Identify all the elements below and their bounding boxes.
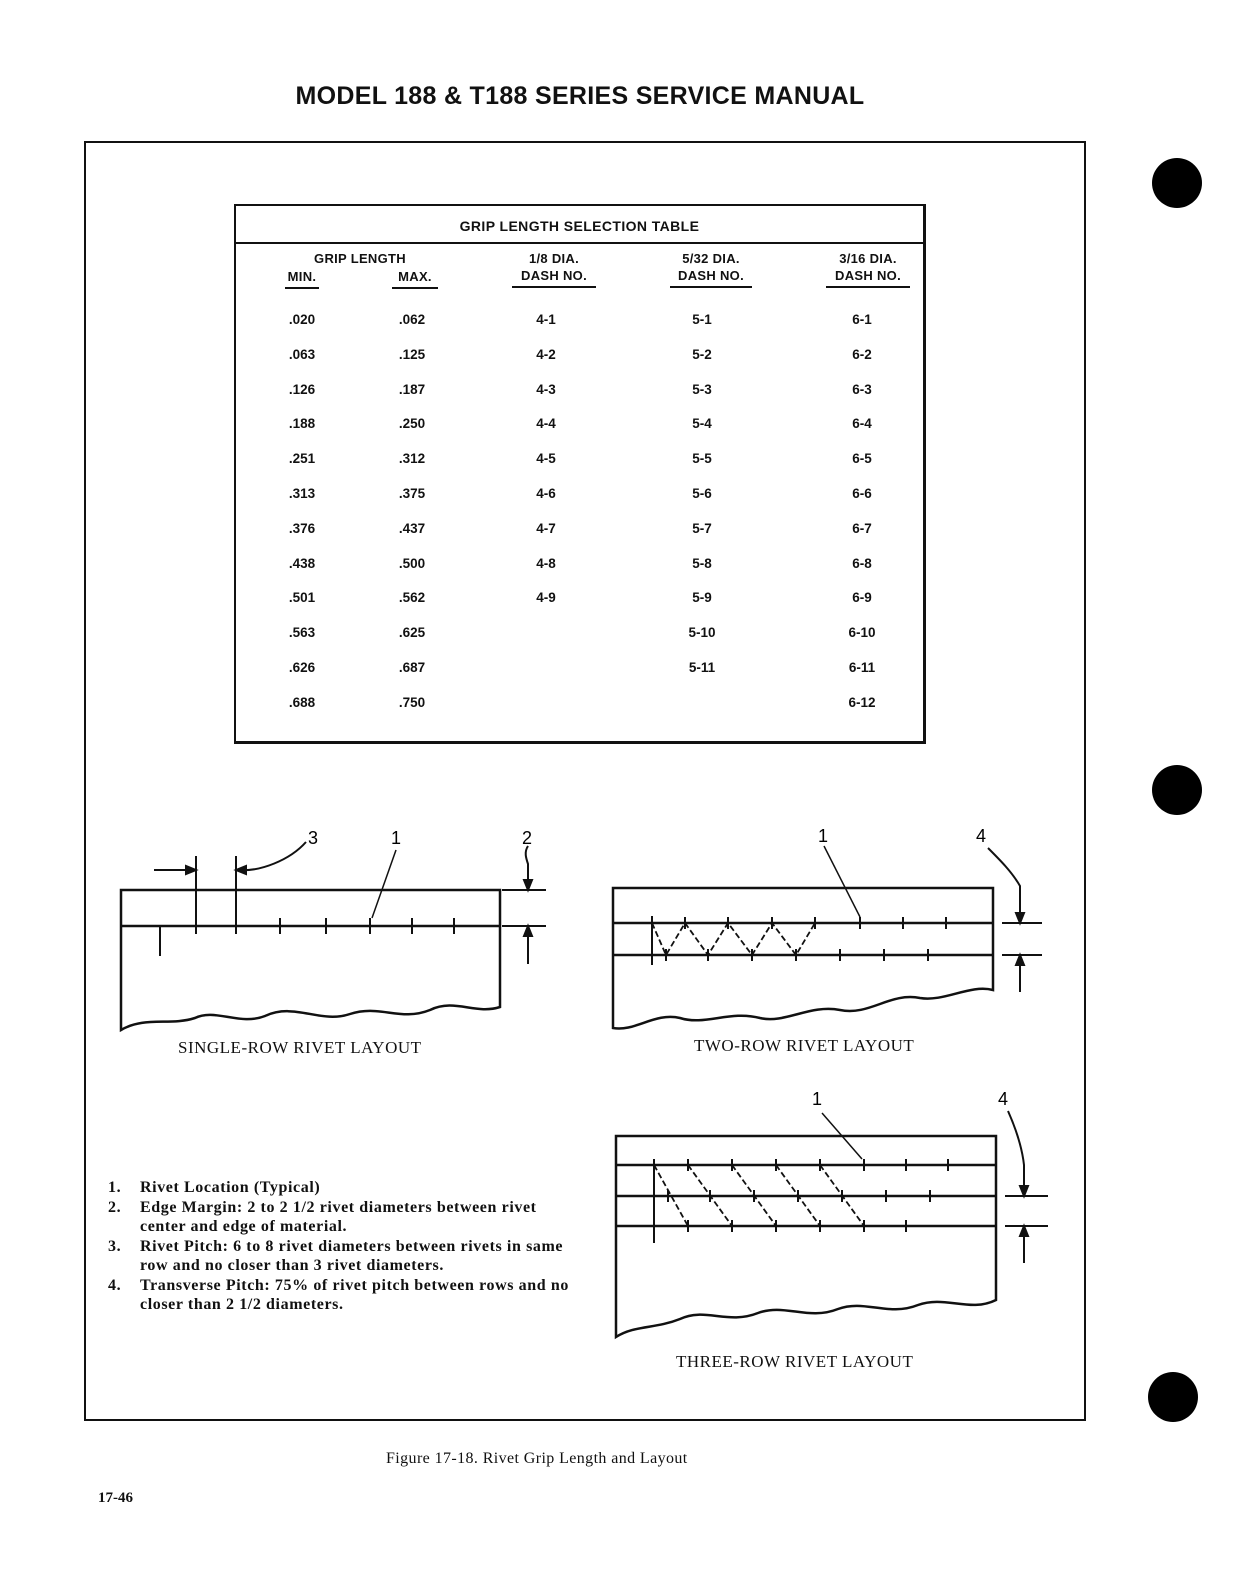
- callout-4: 4: [998, 1089, 1009, 1109]
- note-item: [108, 1237, 578, 1276]
- transverse-pitch-dimension: [988, 848, 1042, 992]
- cell-1-8-dash: 4-9: [536, 590, 556, 606]
- single-row-caption: SINGLE-ROW RIVET LAYOUT: [178, 1038, 422, 1057]
- col-316-header-line1: 3/16 DIA.: [839, 251, 897, 266]
- cell-3-16-dash: 6-8: [852, 555, 872, 571]
- cell-3-16-dash: 6-4: [852, 416, 872, 432]
- cell-min: .251: [288, 451, 316, 467]
- page-title: MODEL 188 & T188 SERIES SERVICE MANUAL: [295, 82, 865, 110]
- two-row-caption: TWO-ROW RIVET LAYOUT: [694, 1036, 915, 1055]
- cell-5-32-dash: 5-5: [692, 451, 712, 467]
- note-number: 1.: [108, 1179, 122, 1196]
- cell-min: .020: [288, 312, 316, 327]
- arrowhead: [236, 866, 246, 874]
- callout-3: 3: [308, 828, 319, 848]
- cell-3-16-dash: 6-10: [848, 625, 876, 641]
- col-min-header: MIN.: [285, 268, 319, 289]
- cell-5-32-dash: 5-7: [692, 520, 712, 536]
- cell-max: .375: [398, 486, 426, 501]
- cell-min: .501: [288, 590, 316, 606]
- cell-max: .250: [398, 416, 426, 432]
- note-number: 2.: [108, 1198, 122, 1216]
- cell-min: .688: [288, 694, 316, 710]
- cell-min: .313: [288, 486, 316, 501]
- cell-3-16-dash: 6-3: [852, 381, 872, 397]
- col-18-header-line2: DASH NO.: [512, 267, 596, 288]
- col-532-header-line1: 5/32 DIA.: [682, 251, 740, 266]
- two-row-rivet-diagram: [600, 820, 1060, 1040]
- cell-3-16-dash: 6-9: [852, 590, 872, 606]
- cell-3-16-dash: 6-6: [852, 486, 872, 501]
- cell-1-8-dash: 4-5: [536, 451, 556, 467]
- cell-1-8-dash: 4-4: [536, 416, 556, 432]
- single-row-rivets: [160, 918, 454, 956]
- cell-min: .563: [288, 625, 316, 641]
- binder-hole-middle: [1152, 765, 1202, 815]
- pitch-dimension: [154, 842, 306, 918]
- col-max-header: MAX.: [392, 268, 438, 289]
- grip-length-header: GRIP LENGTH: [314, 251, 406, 266]
- note-text: Edge Margin: 2 to 2 1/2 rivet diameters between rivet center and edge of material.: [140, 1198, 537, 1235]
- callout-leader-1: [372, 850, 396, 918]
- note-text: Transverse Pitch: 75% of rivet pitch between rows and no closer than 2 1/2 diameters.: [140, 1276, 569, 1313]
- figure-caption: Figure 17-18. Rivet Grip Length and Layout: [386, 1450, 688, 1467]
- cell-max: .062: [398, 312, 426, 327]
- notes-list: [108, 1178, 578, 1315]
- table-title: GRIP LENGTH SELECTION TABLE: [459, 218, 700, 234]
- cell-max: .187: [398, 381, 426, 397]
- cell-3-16-dash: 6-5: [852, 451, 872, 467]
- cell-max: .750: [398, 694, 426, 710]
- cell-5-32-dash: 5-2: [692, 346, 712, 362]
- cell-3-16-dash: 6-11: [848, 660, 876, 675]
- col-18-header-line1: 1/8 DIA.: [528, 251, 580, 266]
- cell-min: .376: [288, 520, 316, 536]
- cell-min: .626: [288, 660, 316, 675]
- note-item: [108, 1178, 578, 1198]
- cell-5-32-dash: 5-9: [692, 590, 712, 606]
- arrowhead: [186, 866, 196, 874]
- cell-3-16-dash: 6-12: [848, 694, 876, 710]
- callout-leader-4: [1008, 1111, 1024, 1188]
- edge-margin-dimension: [502, 846, 546, 964]
- three-row-rivet-diagram: [600, 1085, 1060, 1355]
- transverse-pitch-dimension: [1005, 1111, 1048, 1263]
- stagger-pattern: [652, 923, 815, 955]
- note-number: 3.: [108, 1237, 122, 1255]
- arrowhead: [1020, 1186, 1028, 1196]
- cell-max: .625: [398, 625, 426, 641]
- cell-max: .312: [398, 451, 426, 467]
- arrowhead: [524, 926, 532, 936]
- cell-3-16-dash: 6-2: [852, 346, 872, 362]
- callout-leader-3: [238, 842, 306, 870]
- cell-5-32-dash: 5-4: [692, 416, 712, 432]
- cell-max: .562: [398, 590, 426, 606]
- cell-min: .126: [288, 381, 316, 397]
- cell-min: .438: [288, 555, 316, 571]
- col-18-header: [512, 250, 596, 288]
- col-532-header: [670, 250, 752, 288]
- cell-min: .188: [288, 416, 316, 432]
- callout-1: 1: [818, 826, 829, 846]
- cell-5-32-dash: 5-1: [692, 312, 712, 327]
- cell-max: .437: [398, 520, 426, 536]
- col-316-header: [826, 250, 910, 288]
- arrowhead: [1016, 913, 1024, 923]
- cell-1-8-dash: 4-3: [536, 381, 556, 397]
- cell-1-8-dash: 4-7: [536, 520, 556, 536]
- note-number: 4.: [108, 1276, 122, 1294]
- note-item: [108, 1276, 578, 1315]
- cell-5-32-dash: 5-10: [688, 625, 716, 641]
- callout-1: 1: [391, 828, 402, 848]
- callout-leader-1: [824, 846, 860, 917]
- single-row-rivet-diagram: [100, 820, 570, 1040]
- cell-5-32-dash: 5-11: [688, 660, 716, 675]
- single-row-sheet: [121, 890, 500, 1030]
- cell-max: .500: [398, 555, 426, 571]
- cell-5-32-dash: 5-8: [692, 555, 712, 571]
- cell-1-8-dash: 4-1: [536, 312, 556, 327]
- col-316-header-line2: DASH NO.: [826, 267, 910, 288]
- page-number: 17-46: [98, 1490, 133, 1506]
- cell-1-8-dash: 4-2: [536, 346, 556, 362]
- table-title-rule: [236, 242, 923, 244]
- binder-hole-top: [1152, 158, 1202, 208]
- cell-max: .687: [398, 660, 426, 675]
- arrowhead: [524, 880, 532, 890]
- cell-3-16-dash: 6-1: [852, 312, 872, 327]
- cell-5-32-dash: 5-3: [692, 381, 712, 397]
- two-row-sheet: [613, 888, 993, 1029]
- cell-3-16-dash: 6-7: [852, 520, 872, 536]
- grip-length-selection-table: [234, 204, 926, 744]
- three-row-rivets: [654, 1159, 948, 1243]
- callout-1: 1: [812, 1089, 823, 1109]
- cell-max: .125: [398, 346, 426, 362]
- cell-5-32-dash: 5-6: [692, 486, 712, 501]
- callout-4: 4: [976, 826, 987, 846]
- note-text: Rivet Pitch: 6 to 8 rivet diameters between rivets in same row and no closer than 3 rivet diameters.: [140, 1237, 564, 1274]
- arrowhead: [1016, 955, 1024, 965]
- note-text: Rivet Location (Typical): [140, 1179, 321, 1196]
- callout-2: 2: [522, 828, 533, 848]
- cell-1-8-dash: 4-6: [536, 486, 556, 501]
- note-item: [108, 1198, 578, 1237]
- callout-leader-2: [526, 846, 528, 882]
- cell-1-8-dash: 4-8: [536, 555, 556, 571]
- cell-min: .063: [288, 346, 316, 362]
- three-row-caption: THREE-ROW RIVET LAYOUT: [676, 1352, 914, 1371]
- arrowhead: [1020, 1226, 1028, 1236]
- col-532-header-line2: DASH NO.: [670, 267, 752, 288]
- binder-hole-bottom: [1148, 1372, 1198, 1422]
